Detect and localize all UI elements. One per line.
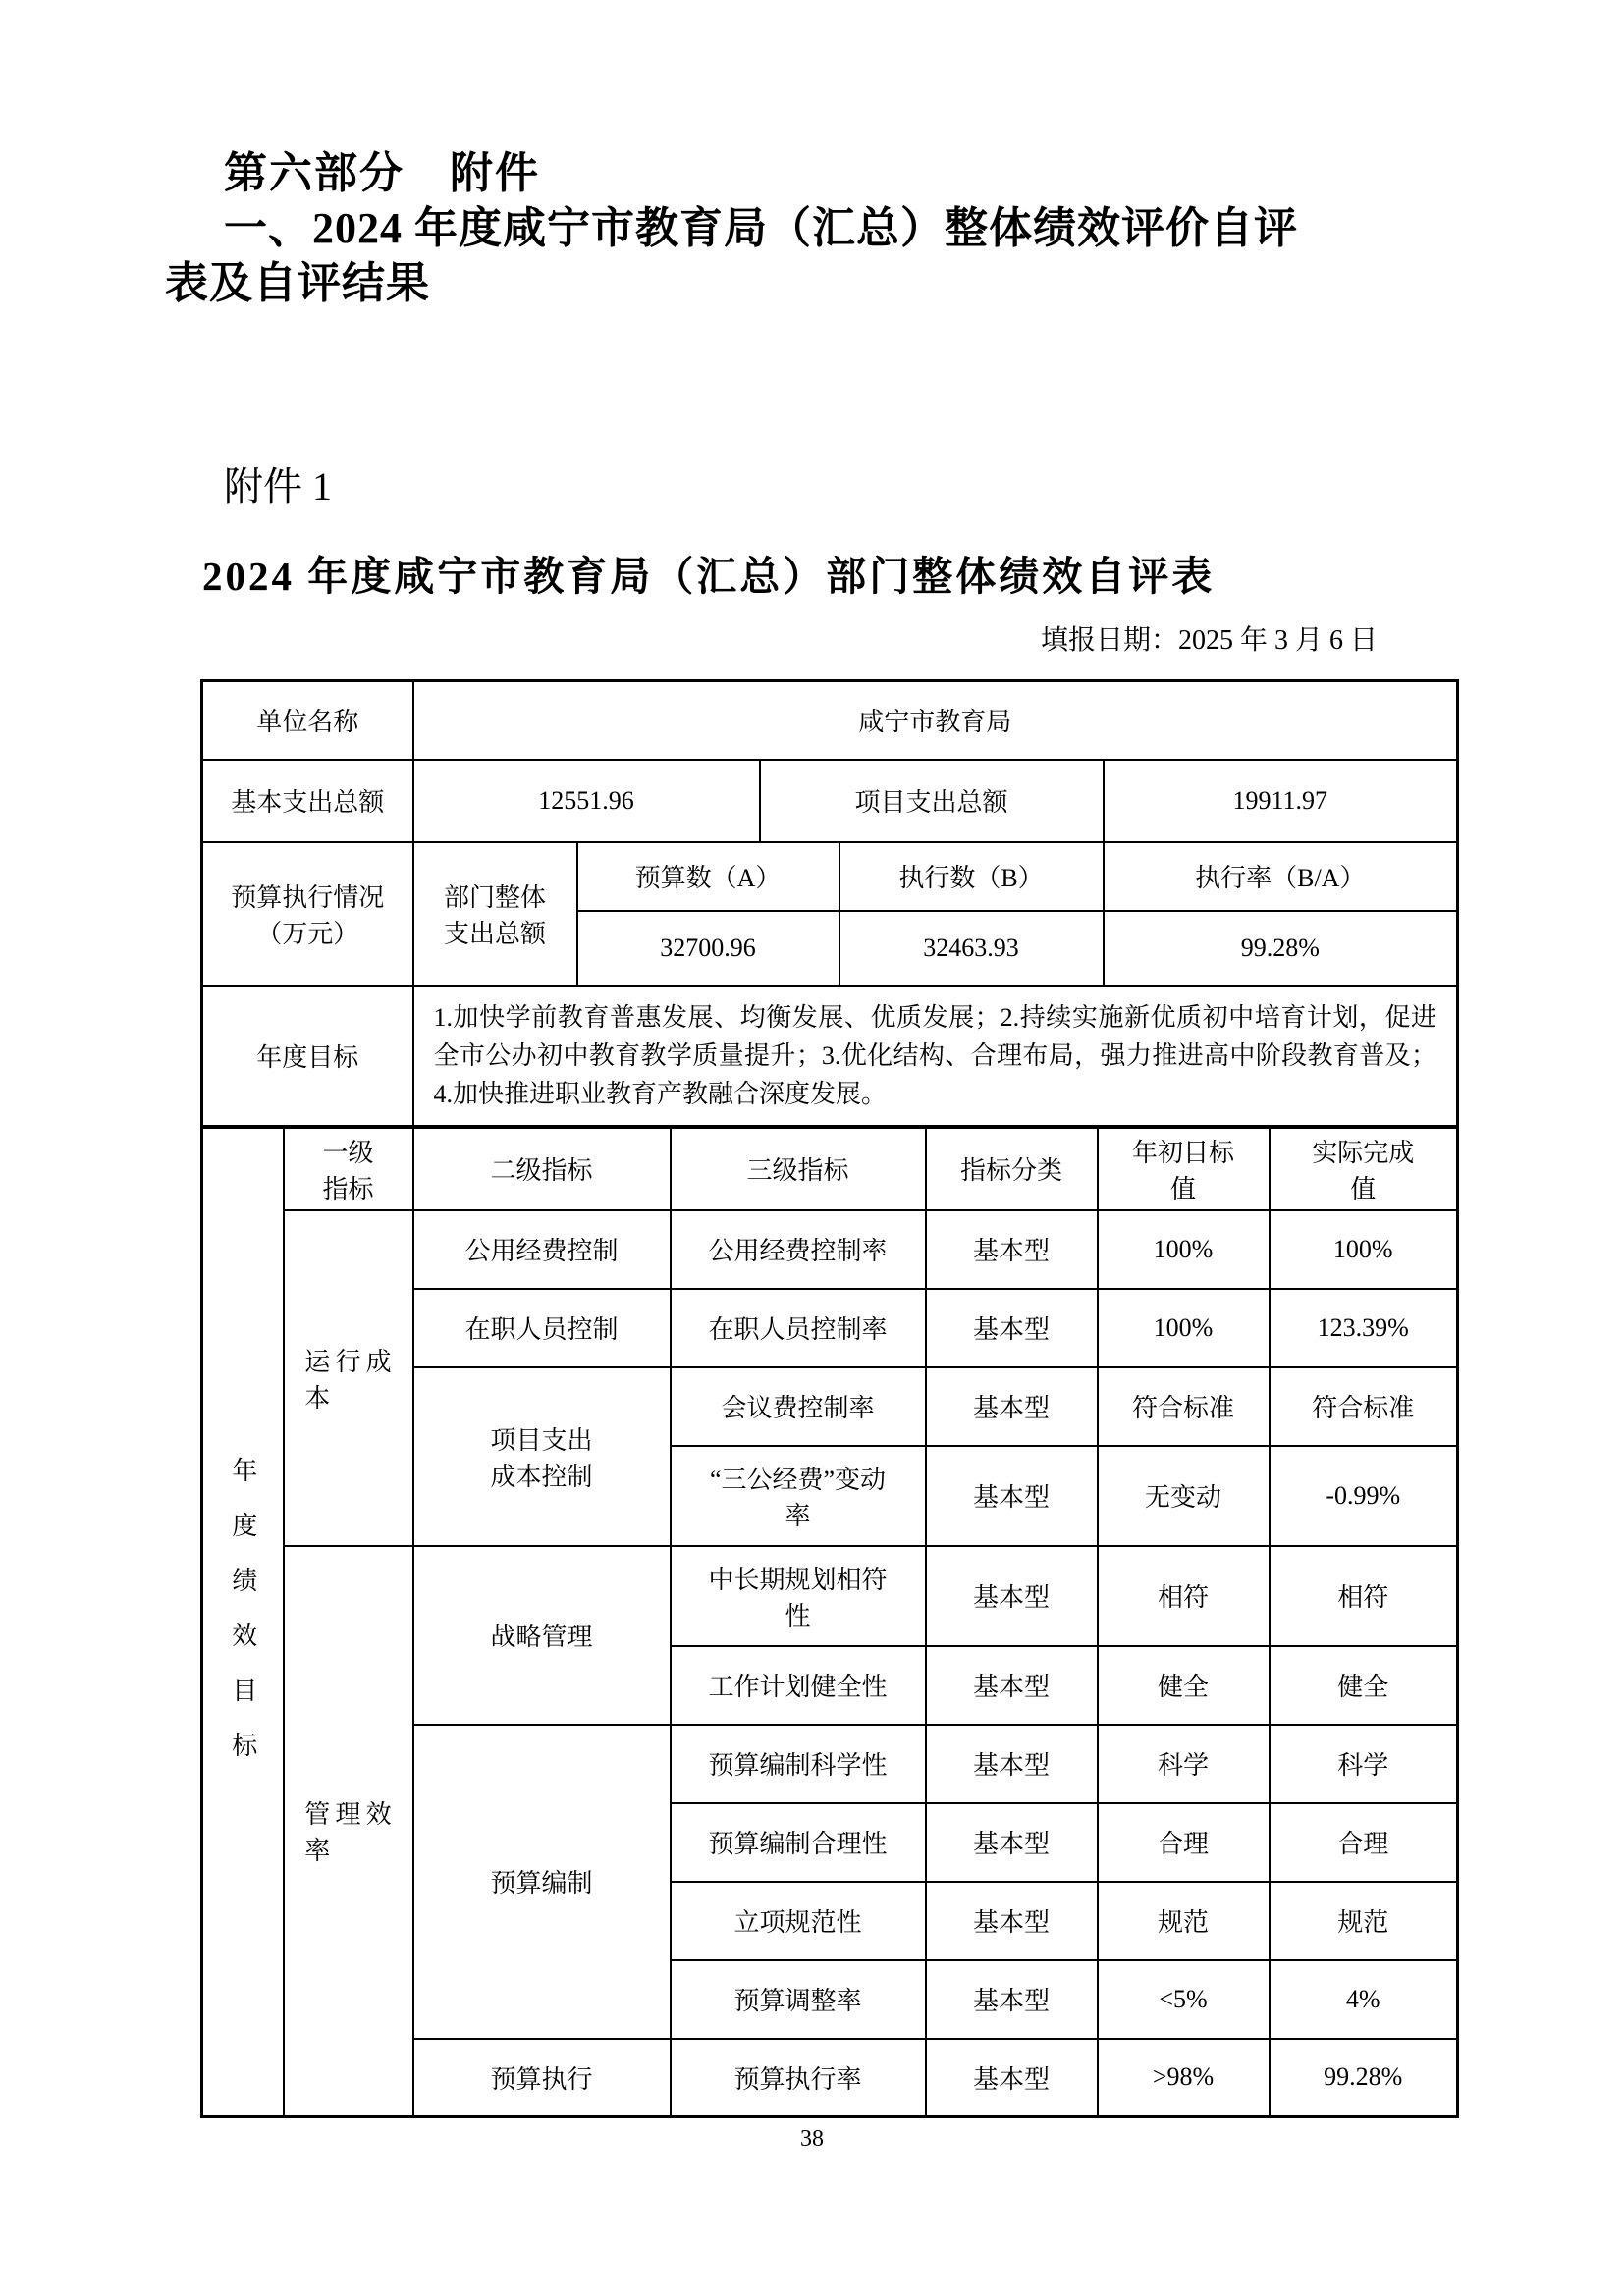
unit-name-value: 咸宁市教育局	[413, 681, 1458, 760]
self-evaluation-table	[200, 679, 1456, 2118]
class-cell: 基本型	[926, 1367, 1098, 1446]
header-actual-text: 实际完成值	[1312, 1138, 1415, 1203]
header-target-text: 年初目标值	[1131, 1138, 1234, 1203]
level3-cell	[671, 1289, 926, 1367]
header-level1	[284, 1127, 413, 1210]
unit-name-label: 单位名称	[202, 681, 413, 760]
rate-col-header: 执行率（B/A）	[1104, 842, 1458, 911]
level3-text: 会议费控制率	[721, 1394, 875, 1422]
level1-text: 运行成本	[304, 1347, 392, 1413]
actual-cell: 科学	[1270, 1725, 1458, 1803]
level3-text: “三公经费”变动率	[709, 1465, 887, 1530]
header-level2: 二级指标	[413, 1127, 671, 1210]
attachment-label: 附件 1	[224, 464, 332, 508]
level3-text: 工作计划健全性	[708, 1673, 888, 1701]
fill-date: 填报日期：2025 年 3 月 6 日	[1040, 625, 1378, 656]
class-cell: 基本型	[926, 1210, 1098, 1289]
info-table	[200, 679, 1459, 1128]
class-cell: 基本型	[926, 1882, 1098, 1960]
side-label-cell	[202, 1127, 284, 2117]
class-cell: 基本型	[926, 1446, 1098, 1546]
target-cell: >98%	[1098, 2039, 1270, 2117]
level1-cell	[284, 1546, 413, 2117]
annual-goal-text: 1.加快学前教育普惠发展、均衡发展、优质发展；2.持续实施新优质初中培育计划，促进全市公办初中教育教学质量提升；3.优化结构、合理布局，强力推进高中阶段教育普及；4.加快推进职业教育产教融合深度发展。	[413, 986, 1458, 1127]
actual-cell: 相符	[1270, 1546, 1458, 1646]
dept-total-label-text: 部门整体支出总额	[443, 882, 546, 948]
rate-value: 99.28%	[1104, 911, 1458, 986]
level3-cell	[671, 1882, 926, 1960]
level3-cell	[671, 1446, 926, 1546]
level3-text: 预算执行率	[733, 2064, 862, 2094]
basic-expense-label: 基本支出总额	[202, 760, 413, 842]
annual-goal-row	[202, 986, 1458, 1127]
level3-cell	[671, 1546, 926, 1646]
exec-value: 32463.93	[839, 911, 1104, 986]
annual-goal-label: 年度目标	[202, 986, 413, 1127]
expense-total-row	[202, 760, 1458, 842]
actual-cell: 规范	[1270, 1882, 1458, 1960]
level2-cell: 预算执行	[413, 2039, 671, 2117]
level3-cell	[671, 1646, 926, 1725]
actual-cell: 健全	[1270, 1646, 1458, 1725]
actual-cell: 99.28%	[1270, 2039, 1458, 2117]
actual-cell: 123.39%	[1270, 1289, 1458, 1367]
header-target	[1098, 1127, 1270, 1210]
budget-col-header: 预算数（A）	[577, 842, 839, 911]
level1-cell	[284, 1210, 413, 1546]
target-cell: 无变动	[1098, 1446, 1270, 1546]
level3-cell	[671, 1803, 926, 1882]
level2-cell: 在职人员控制	[413, 1289, 671, 1367]
target-cell: 健全	[1098, 1646, 1270, 1725]
budget-value: 32700.96	[577, 911, 839, 986]
actual-cell: -0.99%	[1270, 1446, 1458, 1546]
section-title-line2: 表及自评结果	[165, 259, 430, 307]
level3-cell	[671, 1725, 926, 1803]
level2-text: 项目支出成本控制	[490, 1425, 593, 1491]
target-cell: 合理	[1098, 1803, 1270, 1882]
header-level3: 三级指标	[671, 1127, 926, 1210]
unit-name-row	[202, 681, 1458, 760]
side-label-text: 年度绩效目标	[228, 1457, 257, 1788]
level3-text: 中长期规划相符性	[708, 1565, 888, 1630]
indicator-header-row	[202, 1127, 1458, 1210]
actual-cell: 100%	[1270, 1210, 1458, 1289]
actual-cell: 合理	[1270, 1803, 1458, 1882]
level3-cell	[671, 2039, 926, 2117]
indicator-row	[202, 1546, 1458, 1646]
level2-cell	[413, 1367, 671, 1546]
level1-text: 管理效率	[304, 1800, 392, 1866]
target-cell: 相符	[1098, 1546, 1270, 1646]
budget-exec-label	[202, 842, 413, 986]
page-number: 38	[800, 2126, 824, 2152]
class-cell: 基本型	[926, 1803, 1098, 1882]
class-cell: 基本型	[926, 1289, 1098, 1367]
class-cell: 基本型	[926, 1646, 1098, 1725]
section-title-line1: 一、2024 年度咸宁市教育局（汇总）整体绩效评价自评	[224, 204, 1298, 252]
level2-cell: 公用经费控制	[413, 1210, 671, 1289]
project-expense-label: 项目支出总额	[760, 760, 1104, 842]
actual-cell: 符合标准	[1270, 1367, 1458, 1446]
header-actual	[1270, 1127, 1458, 1210]
target-cell: 科学	[1098, 1725, 1270, 1803]
exec-col-header: 执行数（B）	[839, 842, 1104, 911]
target-cell: 符合标准	[1098, 1367, 1270, 1446]
target-cell: 规范	[1098, 1882, 1270, 1960]
actual-cell: 4%	[1270, 1960, 1458, 2039]
header-class: 指标分类	[926, 1127, 1098, 1210]
indicator-row	[202, 1210, 1458, 1289]
target-cell: 100%	[1098, 1289, 1270, 1367]
level3-text: 立项规范性	[733, 1908, 862, 1937]
level3-cell	[671, 1210, 926, 1289]
level3-text: 在职人员控制率	[708, 1315, 888, 1344]
dept-total-label	[413, 842, 577, 986]
class-cell: 基本型	[926, 1960, 1098, 2039]
budget-exec-label-line1: 预算执行情况	[231, 882, 385, 912]
class-cell: 基本型	[926, 1725, 1098, 1803]
level3-text: 预算编制科学性	[708, 1751, 888, 1780]
budget-exec-label-line2: （万元）	[256, 919, 359, 948]
level2-cell: 战略管理	[413, 1546, 671, 1725]
budget-exec-header-row	[202, 842, 1458, 911]
class-cell: 基本型	[926, 2039, 1098, 2117]
level3-text: 预算调整率	[733, 1987, 862, 2015]
level2-cell: 预算编制	[413, 1725, 671, 2039]
class-cell: 基本型	[926, 1546, 1098, 1646]
level3-cell	[671, 1960, 926, 2039]
table-title: 2024 年度咸宁市教育局（汇总）部门整体绩效自评表	[202, 554, 1216, 599]
target-cell: <5%	[1098, 1960, 1270, 2039]
level3-text: 预算编制合理性	[708, 1830, 888, 1858]
part-title: 第六部分 附件	[224, 149, 540, 197]
project-expense-value: 19911.97	[1104, 760, 1458, 842]
basic-expense-value: 12551.96	[413, 760, 760, 842]
target-cell: 100%	[1098, 1210, 1270, 1289]
level3-text: 公用经费控制率	[708, 1237, 888, 1265]
indicator-table	[200, 1126, 1459, 2119]
header-level1-text: 一级指标	[322, 1138, 374, 1203]
level3-cell	[671, 1367, 926, 1446]
